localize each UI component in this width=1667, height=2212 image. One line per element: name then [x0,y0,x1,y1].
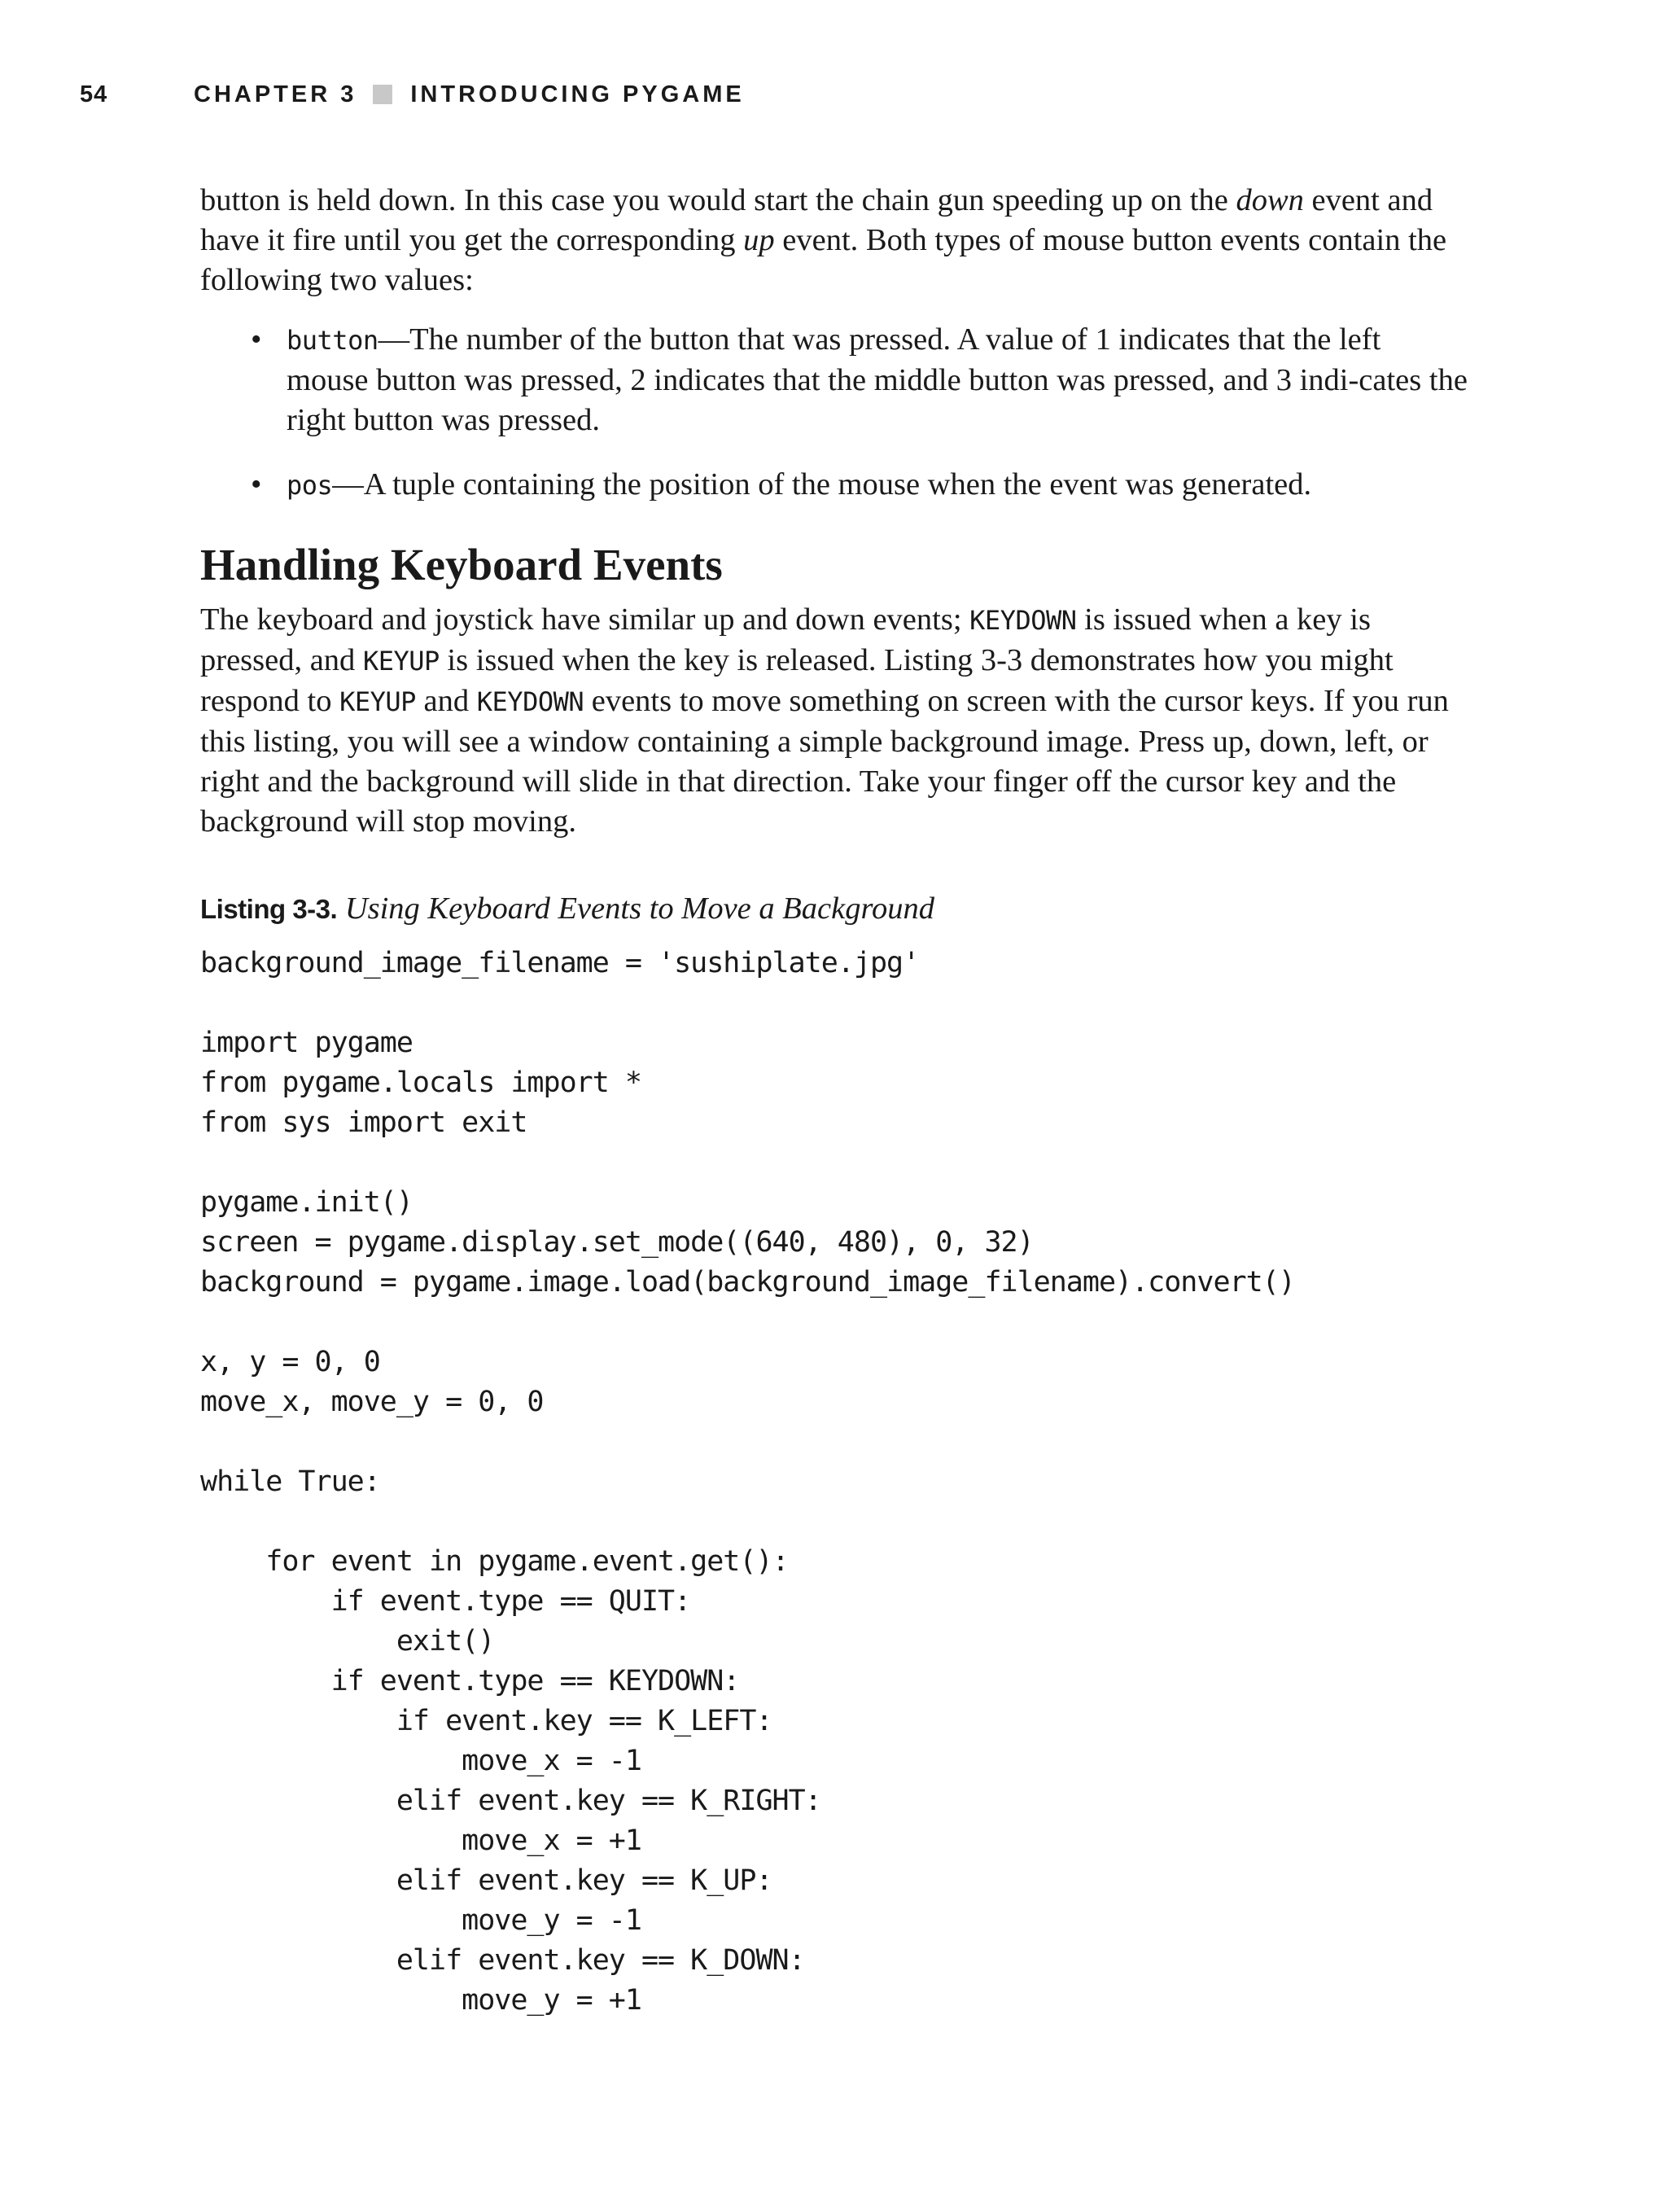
code-line: elif event.key == K_UP: [200,1864,772,1897]
code-line [200,983,1470,1023]
main-content [200,181,1470,2021]
bullet-code-term: pos [287,470,333,501]
chapter-label: CHAPTER 3 [194,81,357,107]
code-line: elif event.key == K_RIGHT: [200,1785,821,1817]
code-line: move_y = +1 [200,1984,641,2017]
code-line: background_image_filename = 'sushiplate.jpg' [200,947,920,979]
list-item [200,320,1470,440]
intro-text-1: button is held down. In this case you would start the chain gun speeding up on the [200,183,1236,217]
listing-caption [200,889,1470,929]
intro-paragraph [200,181,1470,300]
code-line: move_y = -1 [200,1904,641,1937]
list-item [200,465,1470,506]
code-line: background = pygame.image.load(background_image_filename).convert() [200,1266,1295,1299]
page-number: 54 [80,81,108,107]
section-paragraph [200,600,1470,842]
code-line [200,1143,1470,1183]
bullet-code-term: button [287,325,378,356]
listing-title: Using Keyboard Events to Move a Background [344,891,935,926]
intro-emphasis-down: down [1236,183,1304,217]
bullet-icon: • [251,467,262,502]
code-line: pygame.init() [200,1186,413,1219]
code-line [200,1303,1470,1343]
code-line: move_x = +1 [200,1824,641,1857]
header-separator-square [373,85,392,104]
code-line: import pygame [200,1027,413,1059]
inline-code: KEYUP [339,686,416,717]
code-line: if event.type == KEYDOWN: [200,1665,740,1697]
code-line: screen = pygame.display.set_mode((640, 480), 0, 32) [200,1226,1034,1259]
section-text: The keyboard and joystick have similar up and down events; [200,602,970,637]
code-line: from sys import exit [200,1106,527,1139]
bullet-icon: • [251,322,262,357]
inline-code: KEYDOWN [969,605,1077,636]
code-line: move_x = -1 [200,1745,641,1777]
section-text: is issued when a key is pressed, and [200,602,1371,677]
intro-text-2: event and have it fire until you get the corresponding [200,183,1433,257]
inline-code: KEYUP [362,646,440,677]
code-line: x, y = 0, 0 [200,1346,380,1378]
code-line: move_x, move_y = 0, 0 [200,1386,544,1418]
code-line: from pygame.locals import * [200,1067,641,1099]
running-head [80,78,745,111]
bullet-description: —The number of the button that was pressed. A value of 1 indicates that the left mouse button was pressed, 2 indicates that the middle button was pressed, and 3 indi-cates the right button was pressed. [287,322,1468,437]
chapter-title: INTRODUCING PYGAME [410,81,745,107]
code-line: if event.type == QUIT: [200,1585,691,1618]
intro-emphasis-up: up [743,223,775,257]
code-line [200,1422,1470,1462]
code-line: for event in pygame.event.get(): [200,1545,789,1578]
code-line: exit() [200,1625,495,1658]
mouse-event-values-list [200,320,1470,506]
code-line: if event.key == K_LEFT: [200,1705,772,1737]
listing-label: Listing 3-3. [200,894,338,924]
bullet-description: —A tuple containing the position of the mouse when the event was generated. [332,467,1312,502]
section-text: events to move something on screen with the cursor keys. If you run this listing, you will see a window containing a simple background image. Press up, down, left, or right and the background will slide in that direction. Take your finger off the cursor key and the background will stop moving. [200,684,1449,839]
inline-code: KEYDOWN [476,686,584,717]
intro-text-3: event. Both types of mouse button events contain the following two values: [200,223,1447,297]
section-heading: Handling Keyboard Events [200,540,723,589]
code-line: while True: [200,1465,380,1498]
code-line: elif event.key == K_DOWN: [200,1944,805,1977]
code-line [200,1502,1470,1542]
code-listing [200,944,1470,2021]
section-text: is issued when the key is released. Listing 3-3 demonstrates how you might respond to [200,643,1394,718]
section-text: and [415,684,477,718]
